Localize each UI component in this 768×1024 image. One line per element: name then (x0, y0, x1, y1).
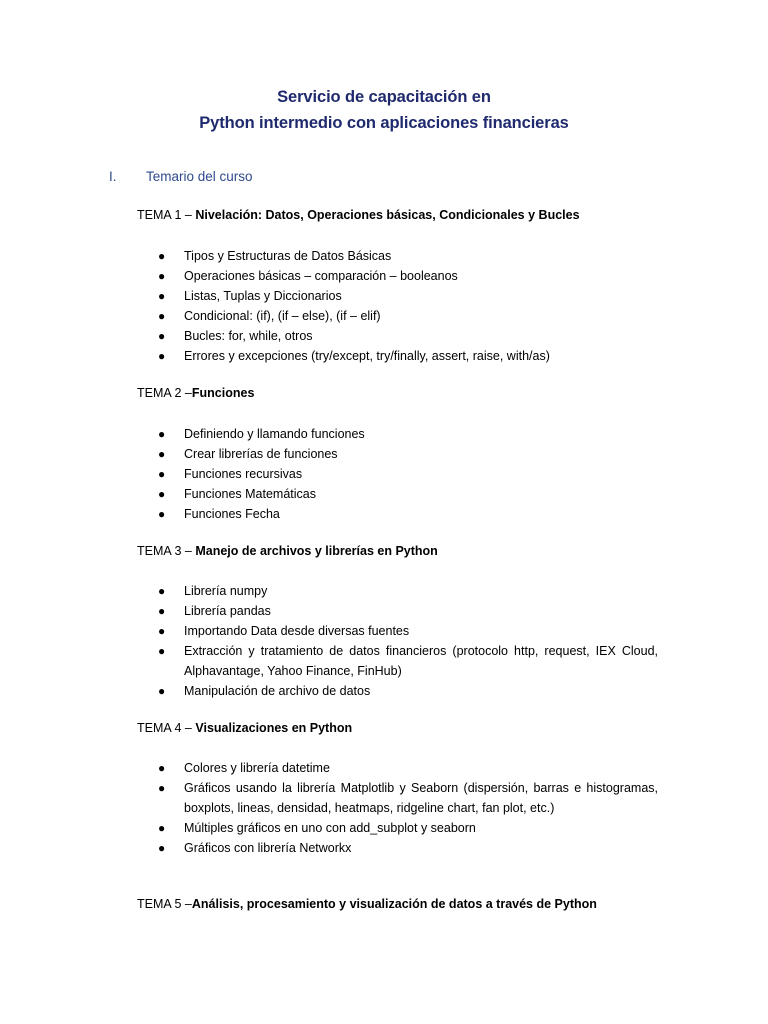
bullet-icon: ● (158, 329, 166, 343)
list-item: ● Bucles: for, while, otros (0, 326, 768, 346)
list-item: ● Extracción y tratamiento de datos financieros (protocolo http, request, IEX Cloud, Alphavantage, Yahoo Finance, FinHub) (0, 641, 768, 681)
tema-1-prefix: TEMA 1 – (137, 208, 196, 222)
tema-4-list (0, 758, 768, 858)
bullet-icon: ● (158, 309, 166, 323)
tema-5-heading (137, 897, 597, 911)
tema-2-heading (137, 386, 254, 400)
tema-3-title: Manejo de archivos y librerías en Python (195, 544, 438, 558)
bullet-icon: ● (158, 781, 166, 795)
bullet-icon: ● (158, 644, 166, 658)
list-item: ● Gráficos con librería Networkx (0, 838, 768, 858)
document-title-line-1: Servicio de capacitación en (277, 88, 491, 106)
bullet-icon: ● (158, 249, 166, 263)
bullet-icon: ● (158, 427, 166, 441)
bullet-icon: ● (158, 604, 166, 618)
tema-3-prefix: TEMA 3 – (137, 544, 196, 558)
tema-4-prefix: TEMA 4 – (137, 721, 196, 735)
list-item: ● Importando Data desde diversas fuentes (0, 621, 768, 641)
tema-1-heading (137, 208, 580, 222)
bullet-icon: ● (158, 447, 166, 461)
bullet-icon: ● (158, 821, 166, 835)
tema-2-title: Funciones (191, 386, 255, 400)
bullet-icon: ● (158, 349, 166, 363)
list-item: ● Listas, Tuplas y Diccionarios (0, 286, 768, 306)
tema-5-prefix: TEMA 5 – (137, 897, 192, 911)
list-item: ● Operaciones básicas – comparación – booleanos (0, 266, 768, 286)
list-item: ● Colores y librería datetime (0, 758, 768, 778)
list-item: ● Gráficos usando la librería Matplotlib y Seaborn (dispersión, barras e histogramas, boxplots, lineas, densidad, heatmaps, ridgeline chart, fan plot, etc.) (0, 778, 768, 818)
tema-4-title: Visualizaciones en Python (195, 721, 353, 735)
tema-3-heading (137, 544, 438, 558)
bullet-icon: ● (158, 584, 166, 598)
list-item: ● Tipos y Estructuras de Datos Básicas (0, 246, 768, 266)
bullet-icon: ● (158, 507, 166, 521)
tema-2-list (0, 424, 768, 524)
tema-2-prefix: TEMA 2 – (137, 386, 192, 400)
bullet-icon: ● (158, 761, 166, 775)
list-item: ● Librería pandas (0, 601, 768, 621)
document-title-line-2: Python intermedio con aplicaciones financieras (199, 114, 569, 132)
list-item: ● Condicional: (if), (if – else), (if – elif) (0, 306, 768, 326)
tema-1-list (0, 246, 768, 366)
list-item: ● Errores y excepciones (try/except, try/finally, assert, raise, with/as) (0, 346, 768, 366)
list-item: ● Funciones recursivas (0, 464, 768, 484)
section-number: I. (109, 169, 117, 184)
bullet-icon: ● (158, 684, 166, 698)
list-item: ● Librería numpy (0, 581, 768, 601)
list-item: ● Múltiples gráficos en uno con add_subplot y seaborn (0, 818, 768, 838)
tema-3-list (0, 581, 768, 701)
bullet-icon: ● (158, 289, 166, 303)
section-label: Temario del curso (146, 169, 253, 184)
bullet-icon: ● (158, 624, 166, 638)
tema-5-title: Análisis, procesamiento y visualización de datos a través de Python (191, 897, 597, 911)
bullet-icon: ● (158, 269, 166, 283)
list-item: ● Definiendo y llamando funciones (0, 424, 768, 444)
list-item: ● Funciones Matemáticas (0, 484, 768, 504)
list-item: ● Crear librerías de funciones (0, 444, 768, 464)
tema-4-heading (137, 721, 352, 735)
list-item: ● Funciones Fecha (0, 504, 768, 524)
bullet-icon: ● (158, 841, 166, 855)
bullet-icon: ● (158, 487, 166, 501)
list-item: ● Manipulación de archivo de datos (0, 681, 768, 701)
tema-1-title: Nivelación: Datos, Operaciones básicas, Condicionales y Bucles (195, 208, 580, 222)
bullet-icon: ● (158, 467, 166, 481)
